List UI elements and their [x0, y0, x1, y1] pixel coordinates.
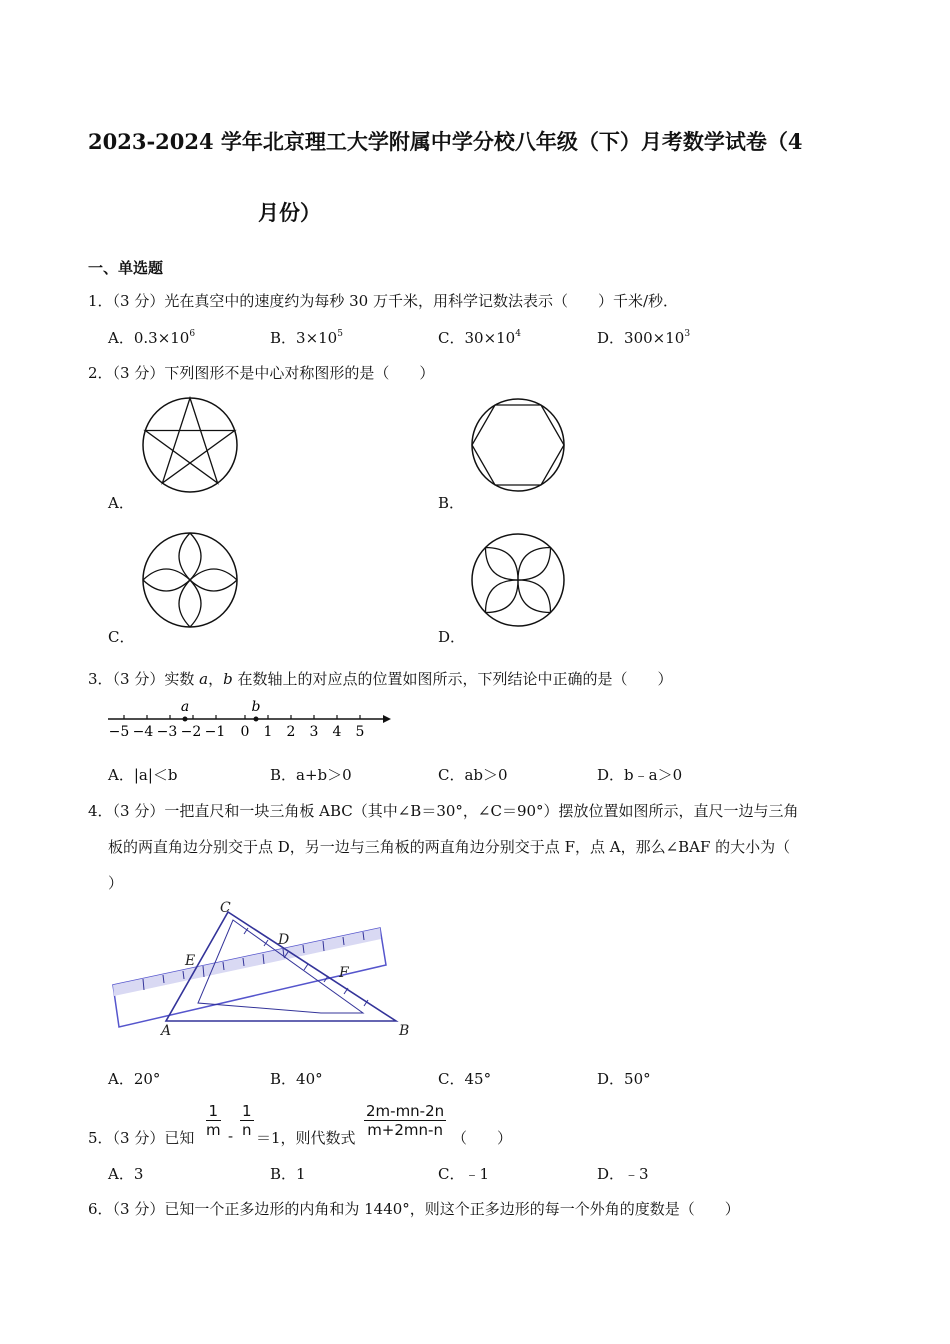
tick-label: 0 — [240, 724, 250, 740]
q1-option-b: B．$3\times 10^5$ — [270, 329, 343, 347]
tick-label: −4 — [132, 724, 154, 740]
point-e-label: E — [185, 953, 196, 969]
question-4-line1: 4．（3 分）一把直尺和一块三角板 ABC（其中∠B＝30°，∠C＝90°）摆放位置如图所示，直尺一边与三角 — [88, 802, 799, 820]
section-heading: 一、单选题 — [88, 259, 164, 277]
q4-option-c: C．45° — [438, 1070, 492, 1088]
fraction-1-over-n: $\frac{1}{n}$ — [242, 1102, 252, 1139]
point-c-label: C — [220, 900, 231, 916]
q2-label-b: B． — [438, 494, 465, 512]
point-b-marker — [254, 717, 259, 722]
fraction-1-over-m: $\frac{1}{m}$ — [206, 1102, 221, 1139]
point-a-label: a — [180, 699, 190, 715]
question-3-stem: 3．（3 分）实数 a，b 在数轴上的对应点的位置如图所示，下列结论中正确的是（ ） — [88, 670, 673, 688]
tick-label: −5 — [108, 724, 130, 740]
q3-option-a: A．|a|＜b — [108, 766, 178, 784]
q3-option-b: B．a+b＞0 — [270, 766, 352, 784]
q3-option-c: C．ab＞0 — [438, 766, 508, 784]
point-f-label: F — [339, 965, 349, 981]
minus-sign: - — [228, 1127, 234, 1145]
point-b-label: b — [251, 699, 261, 715]
question-1-stem: 1．（3 分）光在真空中的速度约为每秒 30 万千米，用科学记数法表示（ ）千米/秒． — [88, 292, 679, 310]
question-4-line2: 板的两直角边分别交于点 D，另一边与三角板的两直角边分别交于点 F，点 A，那么∠BAF 的大小为（ — [108, 838, 791, 856]
number-line — [105, 695, 395, 743]
tick-label: 1 — [263, 724, 273, 740]
tick-label: 4 — [332, 724, 342, 740]
question-5-tail: （ ） — [452, 1129, 513, 1147]
ruler-triangle-figure — [108, 895, 418, 1040]
question-6-stem: 6．（3 分）已知一个正多边形的内角和为 1440°，则这个正多边形的每一个外角的度数是（ ） — [88, 1200, 740, 1218]
question-5-prefix: 5．（3 分）已知 — [88, 1129, 195, 1147]
tick-label: −1 — [204, 724, 226, 740]
q2-label-d: D． — [438, 628, 466, 646]
q2-label-c: C． — [108, 628, 135, 646]
figure-pentagram-circle — [130, 395, 250, 505]
q2-label-a: A． — [108, 494, 134, 512]
q3-option-d: D．b﹣a＞0 — [597, 766, 683, 784]
q1-option-a: A．$0.3\times 10^6$ — [108, 329, 196, 347]
q1-option-d: D．$300\times 10^3$ — [597, 329, 691, 347]
q4-option-d: D．50° — [597, 1070, 651, 1088]
q5-option-c: C．﹣1 — [438, 1165, 490, 1183]
tick-label: 3 — [309, 724, 319, 740]
tick-label: 5 — [355, 724, 365, 740]
fraction-expression: $\frac{2m-mn-2n}{m+2mn-n}$ — [366, 1102, 445, 1139]
q5-option-a: A．3 — [108, 1165, 144, 1183]
question-5-equation: ＝1，则代数式 — [256, 1129, 356, 1147]
q4-option-a: A．20° — [108, 1070, 161, 1088]
point-a-marker — [183, 717, 188, 722]
question-4-line3: ） — [108, 874, 124, 892]
q5-option-b: B．1 — [270, 1165, 306, 1183]
page-title: 2023-2024 学年北京理工大学附属中学分校八年级（下）月考数学试卷（4 — [88, 129, 803, 154]
question-2-stem: 2．（3 分）下列图形不是中心对称图形的是（ ） — [88, 364, 435, 382]
figure-petals-circle-d — [460, 528, 580, 638]
figure-arcs-circle-c — [130, 528, 250, 638]
tick-label: −2 — [180, 724, 202, 740]
figure-hexagon-circle — [460, 395, 580, 505]
point-a-label: A — [161, 1023, 172, 1039]
tick-label: 2 — [286, 724, 296, 740]
q4-option-b: B．40° — [270, 1070, 323, 1088]
q5-option-d: D．﹣3 — [597, 1165, 649, 1183]
q1-option-c: C．$30\times 10^4$ — [438, 329, 521, 347]
point-d-label: D — [278, 932, 290, 948]
page-title-line2: 月份） — [258, 200, 321, 225]
tick-label: −3 — [156, 724, 178, 740]
point-b-label: B — [399, 1023, 410, 1039]
